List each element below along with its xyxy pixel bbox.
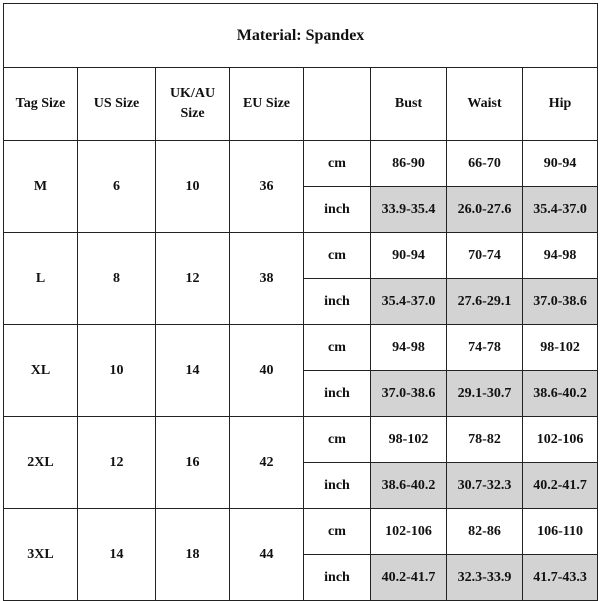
tag-size-cell: M bbox=[4, 141, 78, 233]
size-chart-container bbox=[3, 3, 598, 601]
us-size-cell: 14 bbox=[78, 509, 156, 601]
uk-au-size-cell: 16 bbox=[156, 417, 230, 509]
bust-cm-cell: 90-94 bbox=[371, 233, 447, 279]
waist-inch-cell: 26.0-27.6 bbox=[447, 187, 523, 233]
waist-cm-cell: 74-78 bbox=[447, 325, 523, 371]
hip-inch-cell: 40.2-41.7 bbox=[523, 463, 598, 509]
us-size-cell: 10 bbox=[78, 325, 156, 417]
bust-inch-cell: 33.9-35.4 bbox=[371, 187, 447, 233]
waist-cm-cell: 70-74 bbox=[447, 233, 523, 279]
us-size-cell: 6 bbox=[78, 141, 156, 233]
bust-inch-cell: 38.6-40.2 bbox=[371, 463, 447, 509]
hip-cm-cell: 94-98 bbox=[523, 233, 598, 279]
waist-cm-cell: 82-86 bbox=[447, 509, 523, 555]
table-row bbox=[4, 509, 598, 555]
eu-size-cell: 42 bbox=[230, 417, 304, 509]
header-eu-size: EU Size bbox=[230, 68, 304, 141]
hip-inch-cell: 38.6-40.2 bbox=[523, 371, 598, 417]
hip-cm-cell: 90-94 bbox=[523, 141, 598, 187]
header-waist: Waist bbox=[447, 68, 523, 141]
eu-size-cell: 40 bbox=[230, 325, 304, 417]
waist-inch-cell: 29.1-30.7 bbox=[447, 371, 523, 417]
header-tag-size: Tag Size bbox=[4, 68, 78, 141]
hip-inch-cell: 35.4-37.0 bbox=[523, 187, 598, 233]
us-size-cell: 8 bbox=[78, 233, 156, 325]
header-hip: Hip bbox=[523, 68, 598, 141]
tag-size-cell: XL bbox=[4, 325, 78, 417]
unit-cell-cm: cm bbox=[304, 417, 371, 463]
bust-cm-cell: 94-98 bbox=[371, 325, 447, 371]
hip-cm-cell: 106-110 bbox=[523, 509, 598, 555]
bust-inch-cell: 40.2-41.7 bbox=[371, 555, 447, 601]
header-bust: Bust bbox=[371, 68, 447, 141]
hip-cm-cell: 98-102 bbox=[523, 325, 598, 371]
unit-cell-cm: cm bbox=[304, 509, 371, 555]
hip-inch-cell: 41.7-43.3 bbox=[523, 555, 598, 601]
table-row bbox=[4, 141, 598, 187]
unit-cell-inch: inch bbox=[304, 555, 371, 601]
bust-cm-cell: 98-102 bbox=[371, 417, 447, 463]
tag-size-cell: L bbox=[4, 233, 78, 325]
unit-cell-cm: cm bbox=[304, 141, 371, 187]
header-us-size: US Size bbox=[78, 68, 156, 141]
bust-cm-cell: 86-90 bbox=[371, 141, 447, 187]
hip-inch-cell: 37.0-38.6 bbox=[523, 279, 598, 325]
unit-cell-inch: inch bbox=[304, 371, 371, 417]
eu-size-cell: 44 bbox=[230, 509, 304, 601]
table-row bbox=[4, 417, 598, 463]
eu-size-cell: 36 bbox=[230, 141, 304, 233]
waist-inch-cell: 27.6-29.1 bbox=[447, 279, 523, 325]
unit-cell-cm: cm bbox=[304, 233, 371, 279]
bust-inch-cell: 35.4-37.0 bbox=[371, 279, 447, 325]
bust-cm-cell: 102-106 bbox=[371, 509, 447, 555]
unit-cell-cm: cm bbox=[304, 325, 371, 371]
unit-cell-inch: inch bbox=[304, 187, 371, 233]
uk-au-size-cell: 18 bbox=[156, 509, 230, 601]
header-uk-au-size bbox=[156, 68, 230, 141]
size-chart-table bbox=[3, 3, 598, 601]
hip-cm-cell: 102-106 bbox=[523, 417, 598, 463]
us-size-cell: 12 bbox=[78, 417, 156, 509]
waist-cm-cell: 66-70 bbox=[447, 141, 523, 187]
header-unit bbox=[304, 68, 371, 141]
title-row bbox=[4, 4, 598, 68]
uk-au-size-cell: 10 bbox=[156, 141, 230, 233]
chart-title: Material: Spandex bbox=[4, 4, 598, 68]
waist-inch-cell: 30.7-32.3 bbox=[447, 463, 523, 509]
tag-size-cell: 2XL bbox=[4, 417, 78, 509]
table-row bbox=[4, 325, 598, 371]
tag-size-cell: 3XL bbox=[4, 509, 78, 601]
header-uk-au-line1: UK/AU bbox=[169, 86, 216, 101]
uk-au-size-cell: 12 bbox=[156, 233, 230, 325]
bust-inch-cell: 37.0-38.6 bbox=[371, 371, 447, 417]
eu-size-cell: 38 bbox=[230, 233, 304, 325]
waist-inch-cell: 32.3-33.9 bbox=[447, 555, 523, 601]
uk-au-size-cell: 14 bbox=[156, 325, 230, 417]
header-row bbox=[4, 68, 598, 141]
header-uk-au-line2: Size bbox=[180, 106, 205, 121]
waist-cm-cell: 78-82 bbox=[447, 417, 523, 463]
table-row bbox=[4, 233, 598, 279]
unit-cell-inch: inch bbox=[304, 463, 371, 509]
unit-cell-inch: inch bbox=[304, 279, 371, 325]
